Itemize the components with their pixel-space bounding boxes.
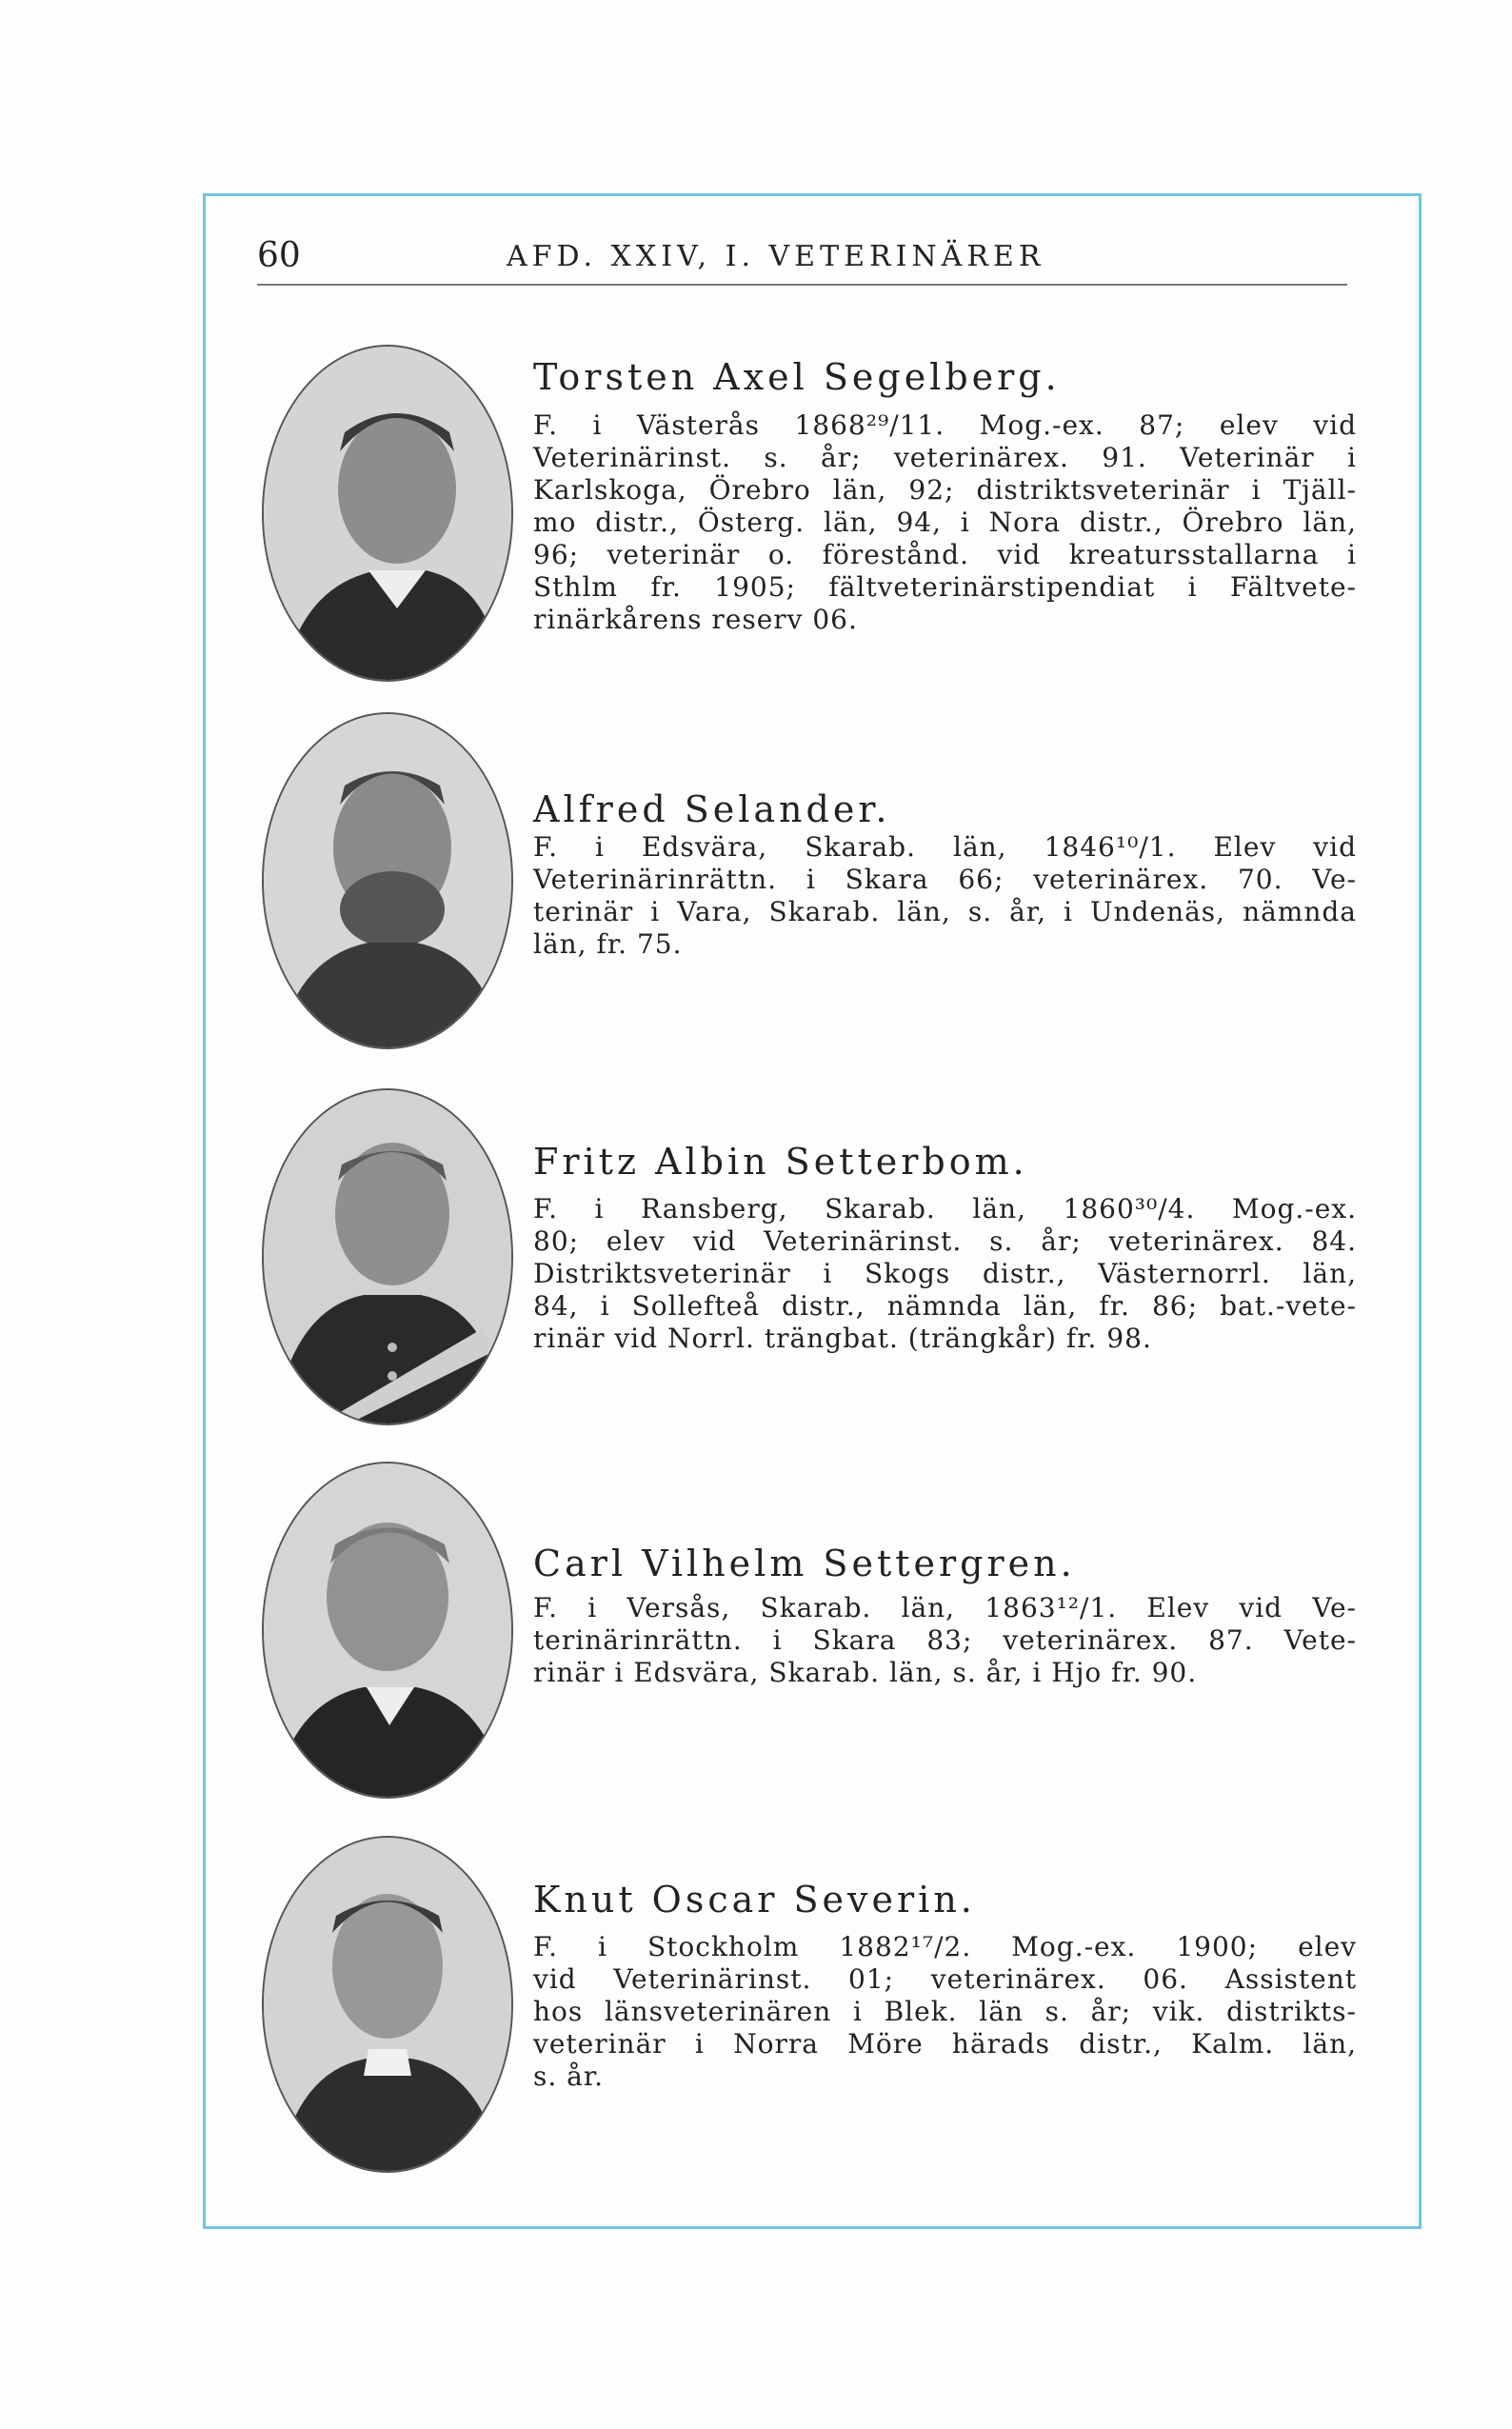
bio-line: rinärkårens reserv 06.	[533, 604, 858, 635]
bio-line: F. i Västerås 1868²⁹/11. Mog.-ex. 87; elev vid	[533, 409, 1357, 441]
biography-text	[533, 409, 1357, 636]
biography-text	[533, 1193, 1357, 1355]
person-name: Knut Oscar Severin.	[533, 1879, 976, 1921]
bio-line: rinär i Edsvära, Skarab. län, s. år, i Hjo fr. 90.	[533, 1657, 1198, 1688]
page-header	[257, 236, 1347, 286]
person-name: Torsten Axel Segelberg.	[533, 356, 1061, 398]
portrait-photo	[262, 345, 513, 682]
portrait-photo	[262, 1462, 513, 1799]
running-head: AFD. XXIV, I. VETERINÄRER	[507, 240, 1045, 273]
bio-line: F. i Edsvära, Skarab. län, 1846¹⁰/1. Elev vid	[533, 831, 1357, 863]
portrait-photo	[262, 1088, 513, 1425]
bio-line: terinärinrättn. i Skara 83; veterinärex. 87. Vete-	[533, 1624, 1357, 1656]
bio-line: 84, i Sollefteå distr., nämnda län, fr. 86; bat.-vete-	[533, 1290, 1357, 1322]
bio-line: rinär vid Norrl. trängbat. (trängkår) fr. 98.	[533, 1323, 1152, 1354]
person-name: Carl Vilhelm Settergren.	[533, 1543, 1076, 1584]
bio-line: Veterinärinrättn. i Skara 66; veterinärex. 70. Ve-	[533, 864, 1357, 895]
person-name: Fritz Albin Setterbom.	[533, 1141, 1028, 1183]
bio-line: F. i Stockholm 1882¹⁷/2. Mog.-ex. 1900; elev	[533, 1931, 1357, 1962]
bio-line: hos länsveterinären i Blek. län s. år; vik. distrikts-	[533, 1996, 1357, 2027]
bio-line: län, fr. 75.	[533, 928, 683, 960]
bio-line: F. i Ransberg, Skarab. län, 1860³⁰/4. Mog.-ex.	[533, 1193, 1357, 1224]
bio-line: terinär i Vara, Skarab. län, s. år, i Undenäs, nämnda	[533, 896, 1357, 927]
bio-line: 80; elev vid Veterinärinst. s. år; veterinärex. 84.	[533, 1225, 1357, 1257]
bio-line: veterinär i Norra Möre härads distr., Kalm. län,	[533, 2028, 1357, 2060]
bio-line: s. år.	[533, 2061, 605, 2092]
portrait-photo	[262, 1836, 513, 2173]
bio-line: Sthlm fr. 1905; fältveterinärstipendiat i Fältvete-	[533, 571, 1357, 603]
page-number: 60	[257, 236, 301, 275]
person-name: Alfred Selander.	[533, 788, 891, 830]
portrait-photo	[262, 712, 513, 1049]
bio-line: vid Veterinärinst. 01; veterinärex. 06. Assistent	[533, 1963, 1357, 1995]
biography-text	[533, 831, 1357, 961]
bio-line: Distriktsveterinär i Skogs distr., Västernorrl. län,	[533, 1258, 1357, 1289]
bio-line: 96; veterinär o. förestånd. vid kreatursstallarna i	[533, 539, 1357, 570]
bio-line: Karlskoga, Örebro län, 92; distriktsveterinär i Tjäll-	[533, 474, 1357, 506]
biography-text	[533, 1592, 1357, 1689]
biography-text	[533, 1931, 1357, 2093]
bio-line: Veterinärinst. s. år; veterinärex. 91. Veterinär i	[533, 442, 1357, 473]
bio-line: F. i Versås, Skarab. län, 1863¹²/1. Elev vid Ve-	[533, 1592, 1357, 1623]
bio-line: mo distr., Österg. län, 94, i Nora distr., Örebro län,	[533, 507, 1357, 538]
